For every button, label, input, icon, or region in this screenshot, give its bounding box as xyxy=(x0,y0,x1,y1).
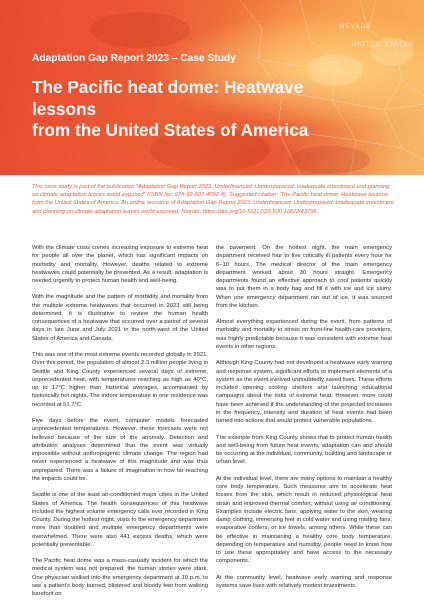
map-label-nevada: NEVADA xyxy=(340,24,372,30)
map-label-united-states: UNITED STATES xyxy=(352,42,415,48)
paragraph: At the individual level, there are many options to maintain a healthy core body temperature. Such measures aim to accelerate heat losses from the skin, which result in reduced physiological heat strain and improved thermal comfort, without using air conditioning. Examples include electric fans, applying water to the skin, wearing damp clothing, immersing feet in cold water and using misting fans, evaporative coolers, or ice towels, among others. While these can be effective in maintaining a healthy core body temperature, depending on temperature and humidity, people need to know how to use these appropriately and have access to the necessary components. xyxy=(216,475,392,565)
paragraph: The example from King County shows that to protect human health and well-being from future heat events, adaptation can and should be occurring at the individual, community, building and landscape or urban level. xyxy=(216,434,392,466)
paragraph: With the climate crisis comes increasing exposure to extreme heat for people all over the planet, which has significant impacts on morbidity and mortality. However, deaths related to extreme heatwaves could potentially be prevented. As a result, adaptation is needed urgently to protect human health and well-being. xyxy=(32,245,208,284)
paragraph: With the magnitude and the pattern of morbidity and mortality from the multiple extreme heatwaves that occurred in 2023 still being determined, it is illustrative to review the human health consequences of a heatwave that occurred over a period of several days in late June and July 2021 in the north-west of the United States of America and Canada. xyxy=(32,294,208,342)
paragraph: Although King County had not developed a heatwave early warning and response system, significant efforts to implement elements of a system as the event evolved undoubtedly saved lives. These efforts included opening cooling shelters and launching educational campaigns about the risks of extreme heat. However, more could have been achieved if the understanding of the projected increases in the frequency, intensity and duration of heat events had been turned into actions that would protect vulnerable populations. xyxy=(216,360,392,425)
paragraph: The Pacific heat dome was a mass-casualty incident for which the medical system was not prepared; the human stories were stark. One physician walked into the emergency department at 10 p.m. to see a patient's body burned, blistered and bloody feet from walking barefoot on xyxy=(32,558,208,598)
body-column-right xyxy=(216,244,392,598)
paragraph: Almost everything experienced during the event, from patterns of morbidity and mortality to stress on front-line health-care providers, was highly predictable because it was consistent with extreme heat events in other regions. xyxy=(216,319,392,350)
header-banner xyxy=(0,0,424,175)
paragraph: Five days before the event, computer models forecasted unprecedented temperatures. However, these forecasts were not believed because of the size of the anomaly. Detection and attribution analyses determined that the event was virtually impossible without anthropogenic climate change. The region had never experienced a heatwave of this magnitude and was thus unprepared. There was a failure of imagination in how far-reaching the impacts could be. xyxy=(32,418,208,482)
title-line-2: from the United States of America xyxy=(32,120,309,140)
paragraph: the pavement. On the hottest night, the main emergency department received four to five critically ill patients every hour for 6–10 hours. The medical director of the main emergency department worked about 30 hours straight. Emergency departments found an effective approach to cool patients quickly was to put them in a body bag and fill it with ice and ice slurry. When one emergency department ran out of ice, it was sourced from the kitchen. xyxy=(216,245,392,309)
title-line-1: The Pacific heat dome: Heatwave lessons xyxy=(32,77,304,119)
paragraph: This was one of the most extreme events recorded globally in 2021. Over this period, the population of almost 2.3 million people living in Seattle and King County experienced several days of extreme, unprecedented heat, with temperatures reaching as high as 40°C, up to 17°C higher than historical averages, accompanied by historically hot nights. The indoor temperature in one residence was recorded at 51.7°C. xyxy=(32,352,208,408)
body-column-left xyxy=(32,244,208,607)
citation-note: This case study is part of the publication "Adaptation Gap Report 2023: Underfinanced. Underprepared. Inadequate investment and planning on climate adaptation leaves world exposed" (ISBN No: 978-92-807-4092-9). Suggested citation: 'The Pacific heat dome: Heatwave lessons from the United States of America. An online resource of Adaptation Gap Report 2023: Underfinanced. Underprepared. Inadequate investment and planning on climate adaptation leaves world exposed. Nairobi. https://doi.org/10.59117/20.500.11822/43796. xyxy=(32,184,394,215)
report-kicker: Adaptation Gap Report 2023 – Case Study xyxy=(32,53,236,64)
page-title xyxy=(32,77,362,142)
paragraph: Seattle is one of the least air-conditioned major cities in the United States of America. The health consequences of this heatwave included the highest volume emergency calls ever recorded in King County. During the hottest night, visits to the emergency department more than doubled and multiple emergency departments were overwhelmed. There were also 441 excess deaths, which were potentially preventable. xyxy=(32,492,208,548)
paragraph: At the community level, heatwave early warning and response systems save lives with relatively modest investments. xyxy=(216,574,392,589)
